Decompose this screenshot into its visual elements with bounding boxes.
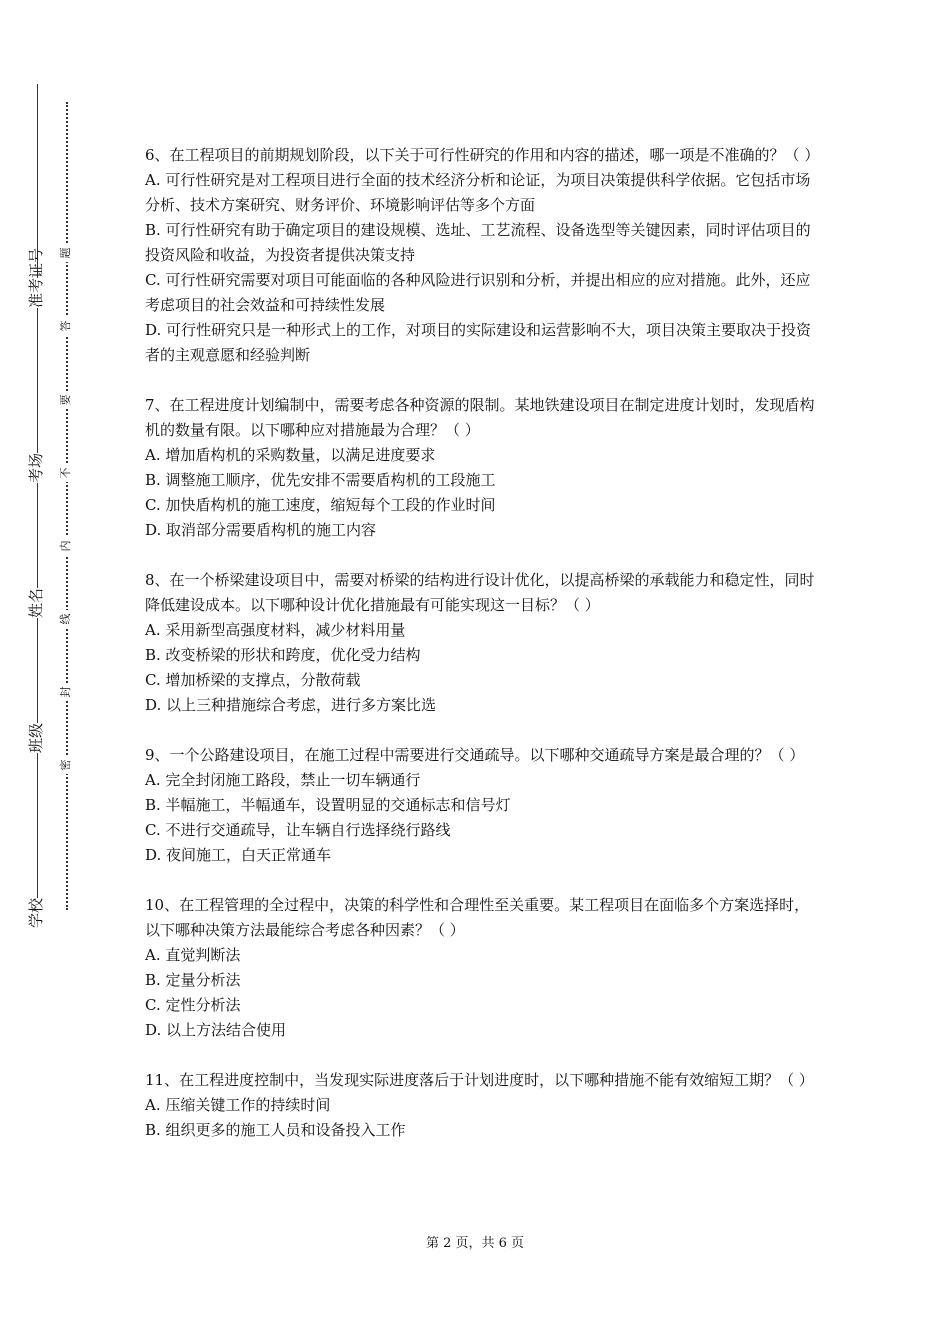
option-c: C. 加快盾构机的施工速度，缩短每个工段的作业时间 bbox=[145, 496, 496, 514]
option-d: D. 夜间施工，白天正常通车 bbox=[145, 846, 332, 864]
option-a: A. 直觉判断法 bbox=[145, 946, 241, 964]
seal-char: 不 bbox=[58, 464, 74, 482]
option-b: B. 半幅施工，半幅通车，设置明显的交通标志和信号灯 bbox=[145, 796, 511, 814]
option-d: D. 以上三种措施综合考虑，进行多方案比选 bbox=[145, 696, 437, 714]
field-class: 班级 bbox=[27, 722, 45, 753]
option-d: D. 取消部分需要盾构机的施工内容 bbox=[145, 521, 377, 539]
question-9 bbox=[145, 743, 817, 868]
binding-margin bbox=[0, 0, 120, 1344]
question-6 bbox=[145, 143, 820, 368]
option-b: B. 可行性研究有助于确定项目的建设规模、选址、工艺流程、设备选型等关键因素，同时评估项目的投资风险和收益，为投资者提供决策支持 bbox=[145, 221, 811, 264]
seal-char: 要 bbox=[58, 391, 74, 409]
option-a: A. 压缩关键工作的持续时间 bbox=[145, 1096, 331, 1114]
option-c: C. 定性分析法 bbox=[145, 996, 241, 1014]
question-stem: 7、在工程进度计划编制中，需要考虑各种资源的限制。某地铁建设项目在制定进度计划时，发现盾构机的数量有限。以下哪种应对措施最为合理？（ ） bbox=[145, 396, 815, 439]
seal-char: 线 bbox=[58, 610, 74, 628]
question-8 bbox=[145, 568, 817, 718]
seal-char: 封 bbox=[58, 683, 74, 701]
field-name: 姓名 bbox=[27, 587, 45, 618]
option-a: A. 增加盾构机的采购数量，以满足进度要求 bbox=[145, 446, 436, 464]
option-d: D. 可行性研究只是一种形式上的工作，对项目的实际建设和运营影响不大，项目决策主要取决于投资者的主观意愿和经验判断 bbox=[145, 321, 812, 364]
seal-char: 密 bbox=[58, 756, 74, 774]
question-stem: 8、在一个桥梁建设项目中，需要对桥梁的结构进行设计优化，以提高桥梁的承载能力和稳定性，同时降低建设成本。以下哪种设计优化措施最有可能实现这一目标？（ ） bbox=[145, 571, 815, 614]
question-11 bbox=[145, 1068, 817, 1143]
option-b: B. 定量分析法 bbox=[145, 971, 241, 989]
option-b: B. 调整施工顺序，优先安排不需要盾构机的工段施工 bbox=[145, 471, 496, 489]
option-b: B. 组织更多的施工人员和设备投入工作 bbox=[145, 1121, 406, 1139]
field-exam-room: 考场 bbox=[27, 452, 45, 483]
field-exam-number: 准考证号 bbox=[27, 247, 45, 308]
question-stem: 10、在工程管理的全过程中，决策的科学性和合理性至关重要。某工程项目在面临多个方案选择时，以下哪种决策方法最能综合考虑各种因素？（ ） bbox=[145, 896, 810, 939]
question-stem: 11、在工程进度控制中，当发现实际进度落后于计划进度时，以下哪种措施不能有效缩短工期？（ ） bbox=[145, 1071, 814, 1089]
option-a: A. 采用新型高强度材料，减少材料用量 bbox=[145, 621, 406, 639]
option-c: C. 可行性研究需要对项目可能面临的各种风险进行识别和分析，并提出相应的应对措施。此外，还应考虑项目的社会效益和可持续性发展 bbox=[145, 271, 811, 314]
field-school: 学校 bbox=[27, 897, 45, 928]
option-a: A. 可行性研究是对工程项目进行全面的技术经济分析和论证，为项目决策提供科学依据。它包括市场分析、技术方案研究、财务评价、环境影响评估等多个方面 bbox=[145, 171, 811, 214]
question-10 bbox=[145, 893, 817, 1043]
question-7 bbox=[145, 393, 817, 543]
option-c: C. 不进行交通疏导，让车辆自行选择绕行路线 bbox=[145, 821, 451, 839]
seal-dotted-line bbox=[66, 102, 68, 910]
seal-char: 答 bbox=[58, 317, 74, 335]
option-d: D. 以上方法结合使用 bbox=[145, 1021, 287, 1039]
question-list bbox=[145, 143, 820, 1168]
page-footer: 第 2 页，共 6 页 bbox=[425, 1236, 525, 1251]
question-stem: 9、一个公路建设项目，在施工过程中需要进行交通疏导。以下哪种交通疏导方案是最合理的？（ ） bbox=[145, 746, 805, 764]
binding-solid-line bbox=[37, 84, 38, 924]
seal-char: 内 bbox=[58, 537, 74, 555]
option-a: A. 完全封闭施工路段，禁止一切车辆通行 bbox=[145, 771, 421, 789]
option-c: C. 增加桥梁的支撑点，分散荷载 bbox=[145, 671, 361, 689]
question-stem: 6、在工程项目的前期规划阶段，以下关于可行性研究的作用和内容的描述，哪一项是不准确的？（ ） bbox=[145, 146, 820, 164]
option-b: B. 改变桥梁的形状和跨度，优化受力结构 bbox=[145, 646, 421, 664]
seal-char: 题 bbox=[58, 244, 74, 262]
